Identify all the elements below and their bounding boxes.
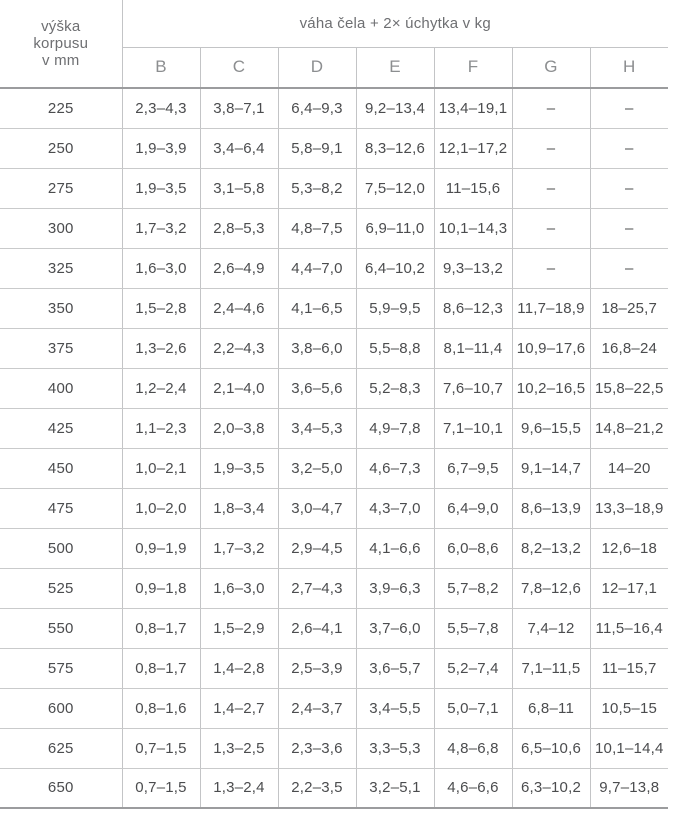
value-cell: – (512, 128, 590, 168)
value-cell: 5,9–9,5 (356, 288, 434, 328)
column-header-H: H (590, 47, 668, 88)
table-row (0, 728, 668, 768)
span-header-row (0, 0, 668, 47)
value-cell: 1,3–2,5 (200, 728, 278, 768)
value-cell: 3,6–5,6 (278, 368, 356, 408)
value-cell: 4,8–6,8 (434, 728, 512, 768)
value-cell: 6,4–10,2 (356, 248, 434, 288)
value-cell: 8,3–12,6 (356, 128, 434, 168)
value-cell: – (590, 128, 668, 168)
table-row (0, 128, 668, 168)
value-cell: 3,6–5,7 (356, 648, 434, 688)
value-cell: 5,2–7,4 (434, 648, 512, 688)
value-cell: 10,5–15 (590, 688, 668, 728)
table-row (0, 368, 668, 408)
value-cell: 14–20 (590, 448, 668, 488)
value-cell: 4,9–7,8 (356, 408, 434, 448)
value-cell: 7,4–12 (512, 608, 590, 648)
height-cell: 625 (0, 728, 122, 768)
value-cell: 3,8–7,1 (200, 88, 278, 128)
value-cell: 1,5–2,8 (122, 288, 200, 328)
value-cell: 0,7–1,5 (122, 768, 200, 808)
value-cell: 9,6–15,5 (512, 408, 590, 448)
value-cell: 13,4–19,1 (434, 88, 512, 128)
value-cell: 10,2–16,5 (512, 368, 590, 408)
height-cell: 575 (0, 648, 122, 688)
value-cell: 8,1–11,4 (434, 328, 512, 368)
value-cell: 1,4–2,8 (200, 648, 278, 688)
height-cell: 400 (0, 368, 122, 408)
value-cell: 6,4–9,0 (434, 488, 512, 528)
value-cell: 12,6–18 (590, 528, 668, 568)
height-cell: 600 (0, 688, 122, 728)
value-cell: 7,6–10,7 (434, 368, 512, 408)
value-cell: 5,5–7,8 (434, 608, 512, 648)
table-row (0, 688, 668, 728)
value-cell: 2,4–3,7 (278, 688, 356, 728)
value-cell: 6,5–10,6 (512, 728, 590, 768)
value-cell: 8,6–12,3 (434, 288, 512, 328)
value-cell: 9,7–13,8 (590, 768, 668, 808)
column-header-B: B (122, 47, 200, 88)
value-cell: 5,5–8,8 (356, 328, 434, 368)
value-cell: 13,3–18,9 (590, 488, 668, 528)
value-cell: 8,6–13,9 (512, 488, 590, 528)
value-cell: 10,9–17,6 (512, 328, 590, 368)
table-row (0, 608, 668, 648)
value-cell: 0,8–1,7 (122, 648, 200, 688)
value-cell: 1,4–2,7 (200, 688, 278, 728)
value-cell: 1,3–2,6 (122, 328, 200, 368)
column-header-G: G (512, 47, 590, 88)
value-cell: 3,2–5,0 (278, 448, 356, 488)
value-cell: 1,7–3,2 (200, 528, 278, 568)
value-cell: 1,1–2,3 (122, 408, 200, 448)
value-cell: 6,7–9,5 (434, 448, 512, 488)
value-cell: 6,3–10,2 (512, 768, 590, 808)
height-cell: 375 (0, 328, 122, 368)
value-cell: 0,9–1,9 (122, 528, 200, 568)
value-cell: 6,8–11 (512, 688, 590, 728)
value-cell: 0,8–1,6 (122, 688, 200, 728)
column-header-D: D (278, 47, 356, 88)
value-cell: 1,3–2,4 (200, 768, 278, 808)
value-cell: 3,4–6,4 (200, 128, 278, 168)
value-cell: 1,5–2,9 (200, 608, 278, 648)
value-cell: 5,0–7,1 (434, 688, 512, 728)
value-cell: 14,8–21,2 (590, 408, 668, 448)
value-cell: 3,8–6,0 (278, 328, 356, 368)
value-cell: 4,1–6,5 (278, 288, 356, 328)
value-cell: 1,6–3,0 (200, 568, 278, 608)
value-cell: – (512, 248, 590, 288)
height-cell: 475 (0, 488, 122, 528)
value-cell: 2,6–4,9 (200, 248, 278, 288)
value-cell: 1,0–2,1 (122, 448, 200, 488)
value-cell: 1,0–2,0 (122, 488, 200, 528)
value-cell: 12–17,1 (590, 568, 668, 608)
value-cell: 2,3–4,3 (122, 88, 200, 128)
value-cell: 9,1–14,7 (512, 448, 590, 488)
height-cell: 225 (0, 88, 122, 128)
value-cell: 4,8–7,5 (278, 208, 356, 248)
table-row (0, 328, 668, 368)
value-cell: 11–15,6 (434, 168, 512, 208)
value-cell: 10,1–14,4 (590, 728, 668, 768)
height-cell: 425 (0, 408, 122, 448)
table-row (0, 648, 668, 688)
value-cell: 11–15,7 (590, 648, 668, 688)
value-cell: 9,3–13,2 (434, 248, 512, 288)
value-cell: 9,2–13,4 (356, 88, 434, 128)
height-cell: 500 (0, 528, 122, 568)
value-cell: 2,3–3,6 (278, 728, 356, 768)
height-cell: 300 (0, 208, 122, 248)
value-cell: 3,4–5,5 (356, 688, 434, 728)
value-cell: 11,7–18,9 (512, 288, 590, 328)
height-cell: 350 (0, 288, 122, 328)
value-cell: 2,1–4,0 (200, 368, 278, 408)
value-cell: 16,8–24 (590, 328, 668, 368)
value-cell: 1,8–3,4 (200, 488, 278, 528)
corner-header (0, 0, 122, 88)
value-cell: 4,1–6,6 (356, 528, 434, 568)
value-cell: 4,4–7,0 (278, 248, 356, 288)
value-cell: – (512, 208, 590, 248)
value-cell: 5,2–8,3 (356, 368, 434, 408)
value-cell: 3,2–5,1 (356, 768, 434, 808)
table-row (0, 288, 668, 328)
value-cell: – (590, 88, 668, 128)
value-cell: 5,3–8,2 (278, 168, 356, 208)
height-cell: 250 (0, 128, 122, 168)
value-cell: 3,1–5,8 (200, 168, 278, 208)
value-cell: 1,6–3,0 (122, 248, 200, 288)
column-header-E: E (356, 47, 434, 88)
value-cell: 1,9–3,5 (200, 448, 278, 488)
value-cell: 2,7–4,3 (278, 568, 356, 608)
value-cell: 6,4–9,3 (278, 88, 356, 128)
table-row (0, 168, 668, 208)
value-cell: 11,5–16,4 (590, 608, 668, 648)
value-cell: 2,5–3,9 (278, 648, 356, 688)
height-cell: 325 (0, 248, 122, 288)
value-cell: 1,7–3,2 (122, 208, 200, 248)
value-cell: 4,6–7,3 (356, 448, 434, 488)
value-cell: 1,9–3,5 (122, 168, 200, 208)
column-header-C: C (200, 47, 278, 88)
table-row (0, 768, 668, 808)
value-cell: 7,5–12,0 (356, 168, 434, 208)
corner-header-line: v mm (42, 52, 80, 69)
table-row (0, 208, 668, 248)
value-cell: 0,9–1,8 (122, 568, 200, 608)
value-cell: – (590, 248, 668, 288)
value-cell: 8,2–13,2 (512, 528, 590, 568)
corner-header-line: výška (41, 18, 81, 35)
value-cell: 0,7–1,5 (122, 728, 200, 768)
value-cell: – (590, 168, 668, 208)
value-cell: 3,3–5,3 (356, 728, 434, 768)
table-row (0, 448, 668, 488)
table-row (0, 248, 668, 288)
height-cell: 275 (0, 168, 122, 208)
table-row (0, 568, 668, 608)
value-cell: 6,0–8,6 (434, 528, 512, 568)
value-cell: 5,7–8,2 (434, 568, 512, 608)
table-row (0, 408, 668, 448)
column-header-F: F (434, 47, 512, 88)
value-cell: 10,1–14,3 (434, 208, 512, 248)
value-cell: 18–25,7 (590, 288, 668, 328)
value-cell: 7,1–10,1 (434, 408, 512, 448)
value-cell: 3,9–6,3 (356, 568, 434, 608)
table-title: váha čela + 2× úchytka v kg (122, 0, 668, 47)
value-cell: 6,9–11,0 (356, 208, 434, 248)
value-cell: 2,0–3,8 (200, 408, 278, 448)
corner-header-line: korpusu (33, 35, 89, 52)
table-row (0, 488, 668, 528)
value-cell: 3,4–5,3 (278, 408, 356, 448)
value-cell: 12,1–17,2 (434, 128, 512, 168)
value-cell: 1,9–3,9 (122, 128, 200, 168)
value-cell: – (512, 88, 590, 128)
height-cell: 550 (0, 608, 122, 648)
value-cell: 0,8–1,7 (122, 608, 200, 648)
value-cell: 2,6–4,1 (278, 608, 356, 648)
value-cell: 2,8–5,3 (200, 208, 278, 248)
table-header (0, 0, 668, 88)
height-cell: 650 (0, 768, 122, 808)
value-cell: – (590, 208, 668, 248)
value-cell: 3,0–4,7 (278, 488, 356, 528)
value-cell: 2,2–4,3 (200, 328, 278, 368)
table-row (0, 88, 668, 128)
value-cell: – (512, 168, 590, 208)
value-cell: 4,3–7,0 (356, 488, 434, 528)
table-body (0, 88, 668, 808)
table-row (0, 528, 668, 568)
value-cell: 7,8–12,6 (512, 568, 590, 608)
value-cell: 2,4–4,6 (200, 288, 278, 328)
height-cell: 525 (0, 568, 122, 608)
height-cell: 450 (0, 448, 122, 488)
value-cell: 1,2–2,4 (122, 368, 200, 408)
value-cell: 2,2–3,5 (278, 768, 356, 808)
value-cell: 3,7–6,0 (356, 608, 434, 648)
value-cell: 5,8–9,1 (278, 128, 356, 168)
value-cell: 15,8–22,5 (590, 368, 668, 408)
value-cell: 4,6–6,6 (434, 768, 512, 808)
value-cell: 2,9–4,5 (278, 528, 356, 568)
value-cell: 7,1–11,5 (512, 648, 590, 688)
